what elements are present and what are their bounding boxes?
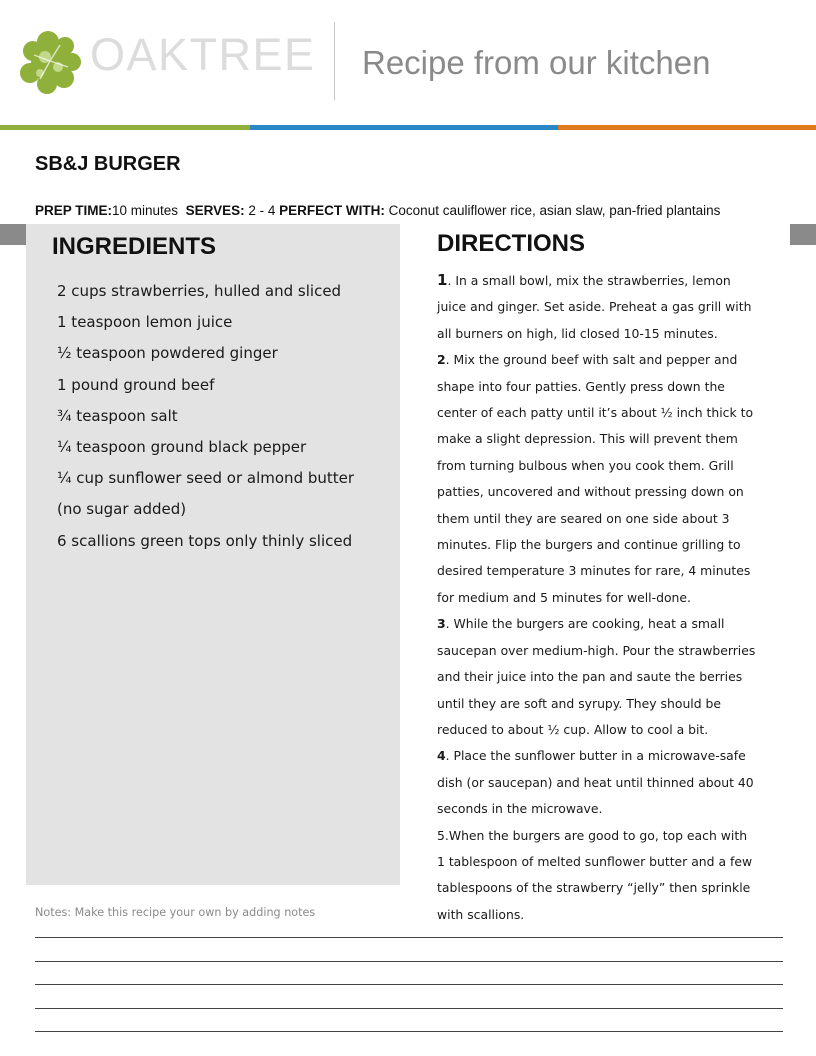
direction-step [437, 267, 757, 347]
page-tagline: Recipe from our kitchen [362, 44, 711, 81]
note-line [35, 1008, 783, 1009]
perfect-with-label: PERFECT WITH: [279, 203, 385, 218]
step-text: . Mix the ground beef with salt and pepper and shape into four patties. Gently press down the center of each patty until it’s about ½ inch thick to make a slight depression. This will prevent them from turning bulbous when you cook them. Grill patties, uncovered and without pressing down on them until they are seared on one side about 3 minutes. Flip the burgers and continue grilling to desired temperature 3 minutes for rare, 4 minutes for medium and 5 minutes for well-done. [437, 352, 754, 605]
oak-leaf-icon [18, 31, 82, 95]
ingredients-panel [26, 224, 400, 885]
directions-heading: DIRECTIONS [437, 230, 586, 257]
directions-body [437, 267, 757, 928]
recipe-meta [35, 203, 720, 218]
serves-value: 2 - 4 [248, 203, 276, 218]
step-number: 2 [437, 352, 446, 368]
direction-step [437, 347, 757, 611]
direction-step [437, 823, 757, 929]
note-line [35, 961, 783, 962]
direction-step [437, 743, 757, 822]
serves-label: SERVES: [185, 203, 245, 218]
accent-stripe-orange [558, 125, 816, 130]
ingredient-item: ¼ teaspoon ground black pepper [57, 438, 307, 457]
ingredient-item: 1 teaspoon lemon juice [57, 313, 233, 332]
ingredient-item: ¼ cup sunflower seed or almond butter (no sugar added) [57, 469, 355, 519]
ingredient-item: 2 cups strawberries, hulled and sliced [57, 282, 342, 300]
step-text: . Place the sunflower butter in a microwave-safe dish (or saucepan) and heat until thinned about 40 seconds in the microwave. [437, 748, 754, 817]
prep-time-label: PREP TIME: [35, 203, 113, 218]
brand-name: OAKTREE [90, 29, 316, 80]
ingredients-list [57, 276, 377, 557]
ingredient-item: 1 pound ground beef [57, 375, 215, 394]
note-line [35, 984, 783, 985]
ingredients-heading: INGREDIENTS [52, 233, 217, 260]
step-text: . While the burgers are cooking, heat a small saucepan over medium-high. Pour the strawberries and their juice into the pan and saute the berries until they are soft and syrupy. They should be reduced to about ½ cup. Allow to cool a bit. [437, 616, 756, 737]
step-text: . In a small bowl, mix the strawberries, lemon juice and ginger. Set aside. Preheat a gas grill with all burners on high, lid closed 10-15 minutes. [437, 273, 752, 341]
header-divider [334, 22, 335, 100]
ingredient-item: ¾ teaspoon salt [57, 406, 178, 425]
direction-step [437, 611, 757, 743]
notes-label: Notes: Make this recipe your own by adding notes [35, 906, 316, 919]
directions-section [437, 230, 757, 928]
prep-time-value: 10 minutes [112, 203, 179, 218]
left-tab-marker [0, 224, 26, 245]
note-line [35, 1031, 783, 1032]
step-number: 3 [437, 616, 446, 632]
step-number: 4 [437, 748, 446, 764]
note-line [35, 937, 783, 938]
right-tab-marker [790, 224, 816, 245]
accent-stripe-blue [250, 125, 558, 130]
step-number: 1 [437, 271, 448, 289]
ingredient-item: ½ teaspoon powdered ginger [57, 344, 278, 363]
perfect-with-value: Coconut cauliflower rice, asian slaw, pan-fried plantains [388, 203, 721, 218]
accent-stripe-green [0, 125, 250, 130]
step-text: 5.When the burgers are good to go, top each with 1 tablespoon of melted sunflower butter and a few tablespoons of the strawberry “jelly” then sprinkle with scallions. [437, 827, 753, 922]
recipe-title: SB&J BURGER [35, 153, 181, 175]
ingredient-item: 6 scallions green tops only thinly sliced [57, 531, 353, 550]
